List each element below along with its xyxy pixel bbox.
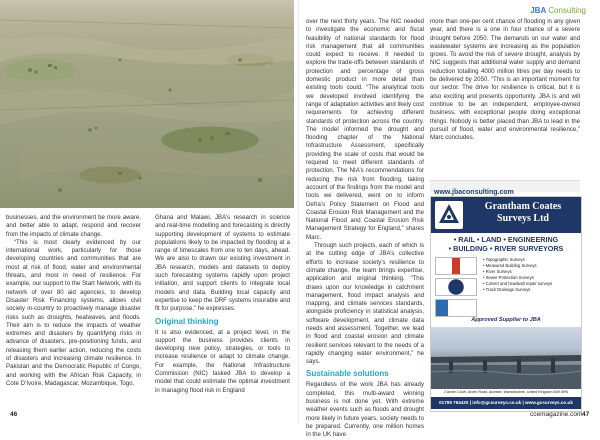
advert-header bbox=[431, 197, 581, 233]
survey-services-list bbox=[483, 257, 578, 293]
page-number-left: 46 bbox=[10, 411, 18, 418]
left-column-2 bbox=[155, 214, 290, 395]
paragraph: Ghana and Malawi, JBA’s research in science and real-time modelling and forecasting is directly supporting development of systems to estimate populations likely to be impacted by flooding at a range of timescales from one to ten days, ahead. We are also to drawn our existing investment in JBA research, models and datasets to deploy such forecasting systems rapidly upon project initiation, and support clients to integrate local models and data. Building local capacity and expertise to keep the DRF systems insurable and fit for purpose,” he expresses. bbox=[155, 214, 290, 313]
flood-aerial-photo bbox=[0, 0, 294, 208]
approved-supplier-text: Approved Supplier to JBA bbox=[471, 317, 541, 323]
right-page bbox=[300, 0, 600, 439]
website-link[interactable]: www.jbaconsulting.com bbox=[430, 180, 580, 192]
paragraph: It is also evidenced, at a project level, in the support the business provides clients in developing new policy, strategies, or tools to increase resilience or adapt to climate change. For example, the National Infrastructure Commission (NIC) tasked JBA to develop a model that could estimate the optimal investment in managing flood risk in England bbox=[155, 328, 290, 394]
accreditation-logo bbox=[435, 299, 477, 317]
left-column-1 bbox=[6, 214, 141, 388]
list-item: • River Surveys bbox=[483, 269, 578, 275]
paragraph: over the next thirty years. The NIC needed to investigate the economic and fiscal feasibility of national standards for flood risk management that all communities could expect to receive. It needed to explore the trade-offs between standards of protection and percentage of gross domestic product in more detail than existing tools could. “The analytical tools we developed involved identifying the range of adaptation activities and likely cost requirements for achieving different standards of protection across the country. The model informed the drought and flooding chapter of the National Infrastructure Assessment, specifically providing the scale of costs that would be required to meet different standards of protection. The NIA’s recommendations for reducing the risk from flooding, taking account of the findings from the model and tools we delivered, went on to inform Defra’s Policy Statement on Flood and Coastal Erosion Risk Management and the National Flood and Coastal Erosion Risk Management Strategy for England,” shares Marc. bbox=[306, 18, 424, 241]
advert-address: 2 Arden Court, Arden Road, Alcester, Warwickshire, United Kingdom B49 6HN bbox=[443, 390, 569, 394]
advert-tagline: • RAIL • LAND • ENGINEERING • BUILDING • RIVER SURVEYORS bbox=[448, 235, 564, 253]
left-page bbox=[0, 0, 300, 424]
advert-contact-bar: 01789 764420 | info@gcsurveys.co.uk | www.gcsurveys.co.uk bbox=[431, 397, 581, 409]
section-heading-sustainable-solutions: Sustainable solutions bbox=[306, 369, 389, 379]
accreditation-logo bbox=[435, 278, 477, 296]
paragraph: Through such projects, each of which is at the cutting edge of JBA’s collective efforts to increase society’s resilience to climate change, the team brings expertise, application and original thinking. “This draws upon our knowledge in catchment management, flood impact analysis and mapping, and climate services standards, alongside proficiency in statistical analysis, software development, and climate data needs and assessment. Together, we lead in flood and coastal erosion and climate resilient services relevant to the needs of a rapidly changing water environment,” he says. bbox=[306, 242, 424, 366]
list-item: • Measured Building Surveys bbox=[483, 263, 578, 269]
grantham-coates-advert bbox=[430, 196, 582, 412]
accreditation-logo bbox=[435, 257, 477, 275]
paragraph: Regardless of the work JBA has already completed, this multi-award winning business is not done yet. With extreme weather events such as floods and drought more likely in future years, society needs to be prepared. Currently, one million homes in the UK have bbox=[306, 381, 424, 439]
jba-consulting-logo: JBA Consulting bbox=[530, 6, 586, 15]
list-item: • Topographic Surveys bbox=[483, 257, 578, 263]
flood-landscape-illustration bbox=[0, 0, 294, 208]
paragraph: more than one-per cent chance of flooding in any given year, and there is a one in four chance of a severe drought before 2050. The demands on our water and wastewater systems are increasing as the population grows. To avoid the risk of severe drought, analysis by NIC suggests that additional water supply and demand reduction totalling 4000 million litres per day needs to be delivered by 2050. “This is an important moment for our sector. The drive for resilience is critical, but it is also exciting and presents opportunity. JBA is and will continue to be an independent, employee-owned business, with exceptional people doing exceptional things. Nobody is better placed than JBA to lead in the pursuit of flood, water and environmental resilience,” Marc concludes. bbox=[430, 18, 580, 142]
grantham-coates-logo bbox=[435, 201, 463, 229]
list-item: • Sewer Protection Surveys bbox=[483, 275, 578, 281]
paragraph: “This is most clearly evidenced by our international work, particularly for those developing countries and communities that are most at risk of flood, water and environmental threats, and most in need of resilience. For example, our support to the Start Network, with its network of over 80 aid agencies, to develop Disaster Risk Financing systems, allows civil society in-country to proactively manage disaster risks such as droughts, heatwaves, and floods. Their aim is to reduce the impacts of weather extremes and disasters by quantifying risks in advance of disasters, pre-positioning funds, and releasing them earlier action, reducing the costs of disasters and increasing climate resilience. In Pakistan and the Democratic Republic of Congo, and working with the African Risk Capacity, in Cote D’Ivoire, Madagascar, Mozambique, Togo, bbox=[6, 238, 141, 387]
river-bridge-photo bbox=[431, 327, 581, 389]
right-column-2 bbox=[430, 18, 580, 142]
magazine-website: ccemagazine.com bbox=[530, 411, 583, 418]
section-heading-original-thinking: Original thinking bbox=[155, 316, 219, 326]
advert-company-name: Grantham Coates Surveys Ltd bbox=[484, 201, 562, 224]
list-item: • Culvert and headwall repair surveys bbox=[483, 281, 578, 287]
right-column-1 bbox=[306, 18, 424, 440]
list-item: • Track Drainage Surveys bbox=[483, 287, 578, 293]
accreditation-logos bbox=[435, 257, 481, 320]
page-number-right: 47 bbox=[582, 411, 590, 418]
paragraph: businesses, and the environment be more aware, and better able to adapt, respond and recover from the impacts of climate change. bbox=[6, 214, 141, 238]
